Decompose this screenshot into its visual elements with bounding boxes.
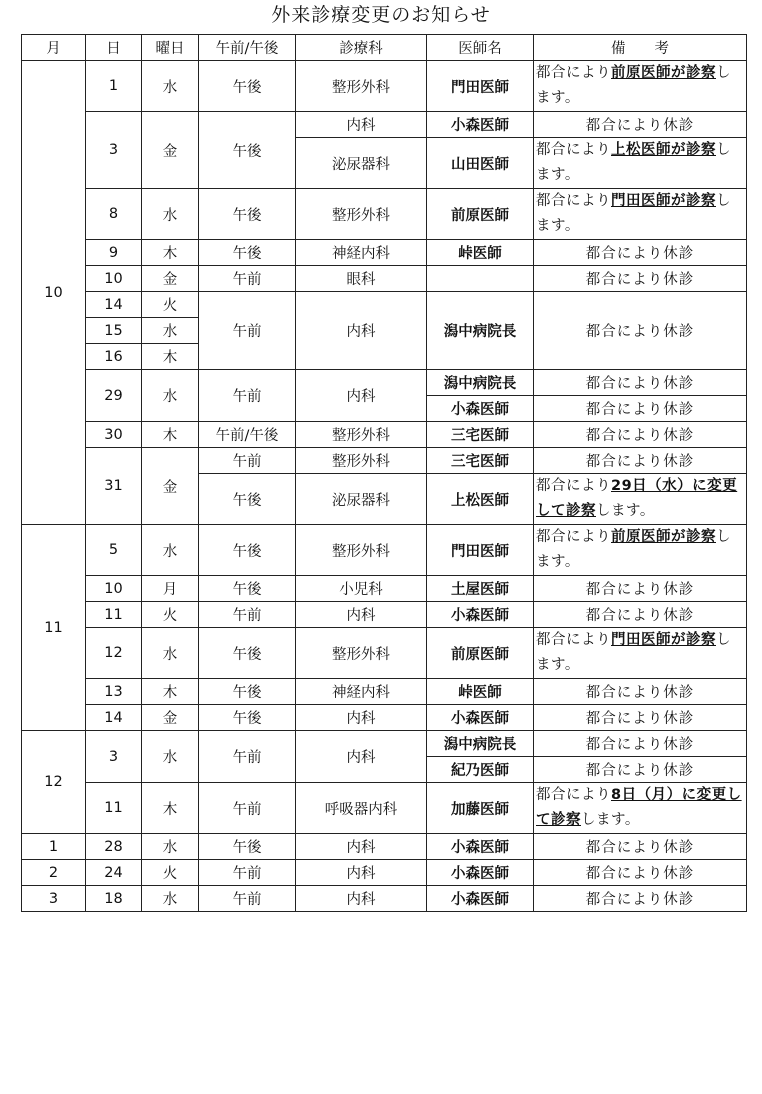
note-highlight: 前原医師が診察 xyxy=(611,529,716,545)
note-cell: 都合により休診 xyxy=(534,731,747,757)
doctor-cell: 前原医師 xyxy=(427,189,534,240)
table-row xyxy=(22,240,747,266)
page-title: 外来診療変更のお知らせ xyxy=(271,4,491,26)
dept-cell: 神経内科 xyxy=(296,679,427,705)
note-text: 都合により xyxy=(536,529,611,545)
dept-cell: 整形外科 xyxy=(296,422,427,448)
month-cell: 3 xyxy=(22,886,86,912)
note-highlight: 前原医師が診察 xyxy=(611,65,716,81)
doctor-cell: 小森医師 xyxy=(427,886,534,912)
note-cell: 都合により休診 xyxy=(534,292,747,370)
period-cell: 午後 xyxy=(199,628,296,679)
period-cell: 午後 xyxy=(199,525,296,576)
note-text: 都合により xyxy=(536,632,611,648)
note-cell: 都合により休診 xyxy=(534,266,747,292)
note-cell: 都合により休診 xyxy=(534,448,747,474)
schedule-change-table xyxy=(21,34,747,912)
day-cell: 3 xyxy=(86,731,142,783)
month-cell: 12 xyxy=(22,731,86,834)
day-cell: 29 xyxy=(86,370,142,422)
dept-cell: 内科 xyxy=(296,292,427,370)
note-highlight: 門田医師が診察 xyxy=(611,632,716,648)
doctor-cell: 小森医師 xyxy=(427,834,534,860)
table-row xyxy=(22,602,747,628)
note-text: します。 xyxy=(581,812,640,828)
dept-cell: 内科 xyxy=(296,731,427,783)
weekday-cell: 木 xyxy=(142,783,199,834)
table-row xyxy=(22,422,747,448)
period-cell: 午前 xyxy=(199,292,296,370)
day-cell: 12 xyxy=(86,628,142,679)
period-cell: 午後 xyxy=(199,705,296,731)
period-cell: 午前/午後 xyxy=(199,422,296,448)
weekday-cell: 水 xyxy=(142,886,199,912)
note-cell: 都合により休診 xyxy=(534,679,747,705)
weekday-cell: 金 xyxy=(142,448,199,525)
note-cell: 都合により休診 xyxy=(534,112,747,138)
month-cell: 1 xyxy=(22,834,86,860)
note-cell: 都合により休診 xyxy=(534,886,747,912)
weekday-cell: 水 xyxy=(142,61,199,112)
day-cell: 24 xyxy=(86,860,142,886)
day-cell: 16 xyxy=(86,344,142,370)
period-cell: 午後 xyxy=(199,576,296,602)
dept-cell: 呼吸器内科 xyxy=(296,783,427,834)
day-cell: 31 xyxy=(86,448,142,525)
dept-cell: 泌尿器科 xyxy=(296,474,427,525)
dept-cell: 内科 xyxy=(296,112,427,138)
table-row xyxy=(22,266,747,292)
table-row xyxy=(22,112,747,138)
dept-cell: 内科 xyxy=(296,834,427,860)
day-cell: 15 xyxy=(86,318,142,344)
dept-cell: 内科 xyxy=(296,370,427,422)
period-cell: 午前 xyxy=(199,602,296,628)
table-row xyxy=(22,705,747,731)
doctor-cell xyxy=(427,266,534,292)
day-cell: 9 xyxy=(86,240,142,266)
note-text: 都合により xyxy=(536,787,611,803)
header-note: 備 考 xyxy=(534,35,747,61)
table-row xyxy=(22,628,747,679)
weekday-cell: 水 xyxy=(142,731,199,783)
period-cell: 午後 xyxy=(199,189,296,240)
weekday-cell: 金 xyxy=(142,266,199,292)
month-cell: 10 xyxy=(22,61,86,525)
doctor-cell: 門田医師 xyxy=(427,61,534,112)
doctor-cell: 峠医師 xyxy=(427,679,534,705)
note-text: します。 xyxy=(536,142,731,183)
note-cell: 都合により休診 xyxy=(534,860,747,886)
table-row xyxy=(22,448,747,474)
doctor-cell: 小森医師 xyxy=(427,602,534,628)
note-cell: 都合により休診 xyxy=(534,602,747,628)
table-row xyxy=(22,886,747,912)
note-text: 都合により xyxy=(536,142,611,158)
header-weekday: 曜日 xyxy=(142,35,199,61)
header-month: 月 xyxy=(22,35,86,61)
period-cell: 午前 xyxy=(199,370,296,422)
day-cell: 8 xyxy=(86,189,142,240)
header-doctor: 医師名 xyxy=(427,35,534,61)
period-cell: 午後 xyxy=(199,112,296,189)
dept-cell: 内科 xyxy=(296,602,427,628)
note-cell xyxy=(534,61,747,112)
note-cell: 都合により休診 xyxy=(534,576,747,602)
dept-cell: 眼科 xyxy=(296,266,427,292)
doctor-cell: 上松医師 xyxy=(427,474,534,525)
doctor-cell: 潟中病院長 xyxy=(427,731,534,757)
weekday-cell: 水 xyxy=(142,525,199,576)
period-cell: 午後 xyxy=(199,679,296,705)
header-day: 日 xyxy=(86,35,142,61)
note-cell xyxy=(534,628,747,679)
period-cell: 午前 xyxy=(199,448,296,474)
note-text: 都合により xyxy=(536,478,611,494)
period-cell: 午後 xyxy=(199,834,296,860)
note-cell: 都合により休診 xyxy=(534,396,747,422)
note-cell xyxy=(534,474,747,525)
table-row xyxy=(22,679,747,705)
doctor-cell: 三宅医師 xyxy=(427,448,534,474)
dept-cell: 内科 xyxy=(296,860,427,886)
note-text: します。 xyxy=(536,632,731,673)
table-row xyxy=(22,525,747,576)
weekday-cell: 水 xyxy=(142,189,199,240)
note-highlight: 門田医師が診察 xyxy=(611,193,716,209)
table-row xyxy=(22,860,747,886)
dept-cell: 整形外科 xyxy=(296,448,427,474)
doctor-cell: 加藤医師 xyxy=(427,783,534,834)
period-cell: 午後 xyxy=(199,61,296,112)
weekday-cell: 木 xyxy=(142,344,199,370)
weekday-cell: 木 xyxy=(142,240,199,266)
weekday-cell: 水 xyxy=(142,628,199,679)
table-row xyxy=(22,370,747,396)
weekday-cell: 火 xyxy=(142,292,199,318)
dept-cell: 小児科 xyxy=(296,576,427,602)
note-cell xyxy=(534,138,747,189)
weekday-cell: 水 xyxy=(142,318,199,344)
note-highlight: 上松医師が診察 xyxy=(611,142,716,158)
weekday-cell: 金 xyxy=(142,705,199,731)
note-highlight: 29日（水）に変更して診察 xyxy=(536,478,738,519)
weekday-cell: 月 xyxy=(142,576,199,602)
day-cell: 11 xyxy=(86,783,142,834)
weekday-cell: 木 xyxy=(142,679,199,705)
weekday-cell: 水 xyxy=(142,834,199,860)
doctor-cell: 三宅医師 xyxy=(427,422,534,448)
day-cell: 13 xyxy=(86,679,142,705)
dept-cell: 整形外科 xyxy=(296,525,427,576)
period-cell: 午前 xyxy=(199,783,296,834)
table-row xyxy=(22,189,747,240)
period-cell: 午後 xyxy=(199,240,296,266)
note-cell: 都合により休診 xyxy=(534,834,747,860)
day-cell: 10 xyxy=(86,576,142,602)
dept-cell: 整形外科 xyxy=(296,61,427,112)
header-period: 午前/午後 xyxy=(199,35,296,61)
note-text: 都合により xyxy=(536,193,611,209)
doctor-cell: 土屋医師 xyxy=(427,576,534,602)
day-cell: 5 xyxy=(86,525,142,576)
doctor-cell: 小森医師 xyxy=(427,860,534,886)
day-cell: 11 xyxy=(86,602,142,628)
dept-cell: 神経内科 xyxy=(296,240,427,266)
table-row xyxy=(22,834,747,860)
table-row xyxy=(22,783,747,834)
dept-cell: 整形外科 xyxy=(296,628,427,679)
weekday-cell: 木 xyxy=(142,422,199,448)
note-highlight: 8日（月）に変更して診察 xyxy=(536,787,742,828)
table-row xyxy=(22,731,747,757)
doctor-cell: 小森医師 xyxy=(427,112,534,138)
doctor-cell: 小森医師 xyxy=(427,396,534,422)
note-cell: 都合により休診 xyxy=(534,422,747,448)
day-cell: 14 xyxy=(86,705,142,731)
header-row xyxy=(22,35,747,61)
doctor-cell: 門田医師 xyxy=(427,525,534,576)
day-cell: 30 xyxy=(86,422,142,448)
note-cell: 都合により休診 xyxy=(534,240,747,266)
note-text: します。 xyxy=(536,65,731,106)
table-row xyxy=(22,61,747,112)
note-text: します。 xyxy=(536,529,731,570)
dept-cell: 泌尿器科 xyxy=(296,138,427,189)
weekday-cell: 火 xyxy=(142,860,199,886)
dept-cell: 内科 xyxy=(296,705,427,731)
day-cell: 10 xyxy=(86,266,142,292)
note-cell: 都合により休診 xyxy=(534,757,747,783)
day-cell: 28 xyxy=(86,834,142,860)
note-text: 都合により xyxy=(536,65,611,81)
doctor-cell: 紀乃医師 xyxy=(427,757,534,783)
month-cell: 11 xyxy=(22,525,86,731)
note-text: します。 xyxy=(536,193,731,234)
period-cell: 午前 xyxy=(199,886,296,912)
day-cell: 14 xyxy=(86,292,142,318)
period-cell: 午前 xyxy=(199,731,296,783)
doctor-cell: 山田医師 xyxy=(427,138,534,189)
doctor-cell: 潟中病院長 xyxy=(427,370,534,396)
note-cell: 都合により休診 xyxy=(534,705,747,731)
weekday-cell: 金 xyxy=(142,112,199,189)
doctor-cell: 潟中病院長 xyxy=(427,292,534,370)
period-cell: 午後 xyxy=(199,474,296,525)
period-cell: 午前 xyxy=(199,860,296,886)
weekday-cell: 水 xyxy=(142,370,199,422)
day-cell: 3 xyxy=(86,112,142,189)
doctor-cell: 峠医師 xyxy=(427,240,534,266)
period-cell: 午前 xyxy=(199,266,296,292)
note-cell xyxy=(534,783,747,834)
note-cell xyxy=(534,189,747,240)
note-text: します。 xyxy=(596,503,655,519)
doctor-cell: 前原医師 xyxy=(427,628,534,679)
day-cell: 18 xyxy=(86,886,142,912)
month-cell: 2 xyxy=(22,860,86,886)
doctor-cell: 小森医師 xyxy=(427,705,534,731)
table-row xyxy=(22,576,747,602)
note-cell: 都合により休診 xyxy=(534,370,747,396)
dept-cell: 内科 xyxy=(296,886,427,912)
note-cell xyxy=(534,525,747,576)
table-row xyxy=(22,292,747,318)
day-cell: 1 xyxy=(86,61,142,112)
dept-cell: 整形外科 xyxy=(296,189,427,240)
header-dept: 診療科 xyxy=(296,35,427,61)
weekday-cell: 火 xyxy=(142,602,199,628)
